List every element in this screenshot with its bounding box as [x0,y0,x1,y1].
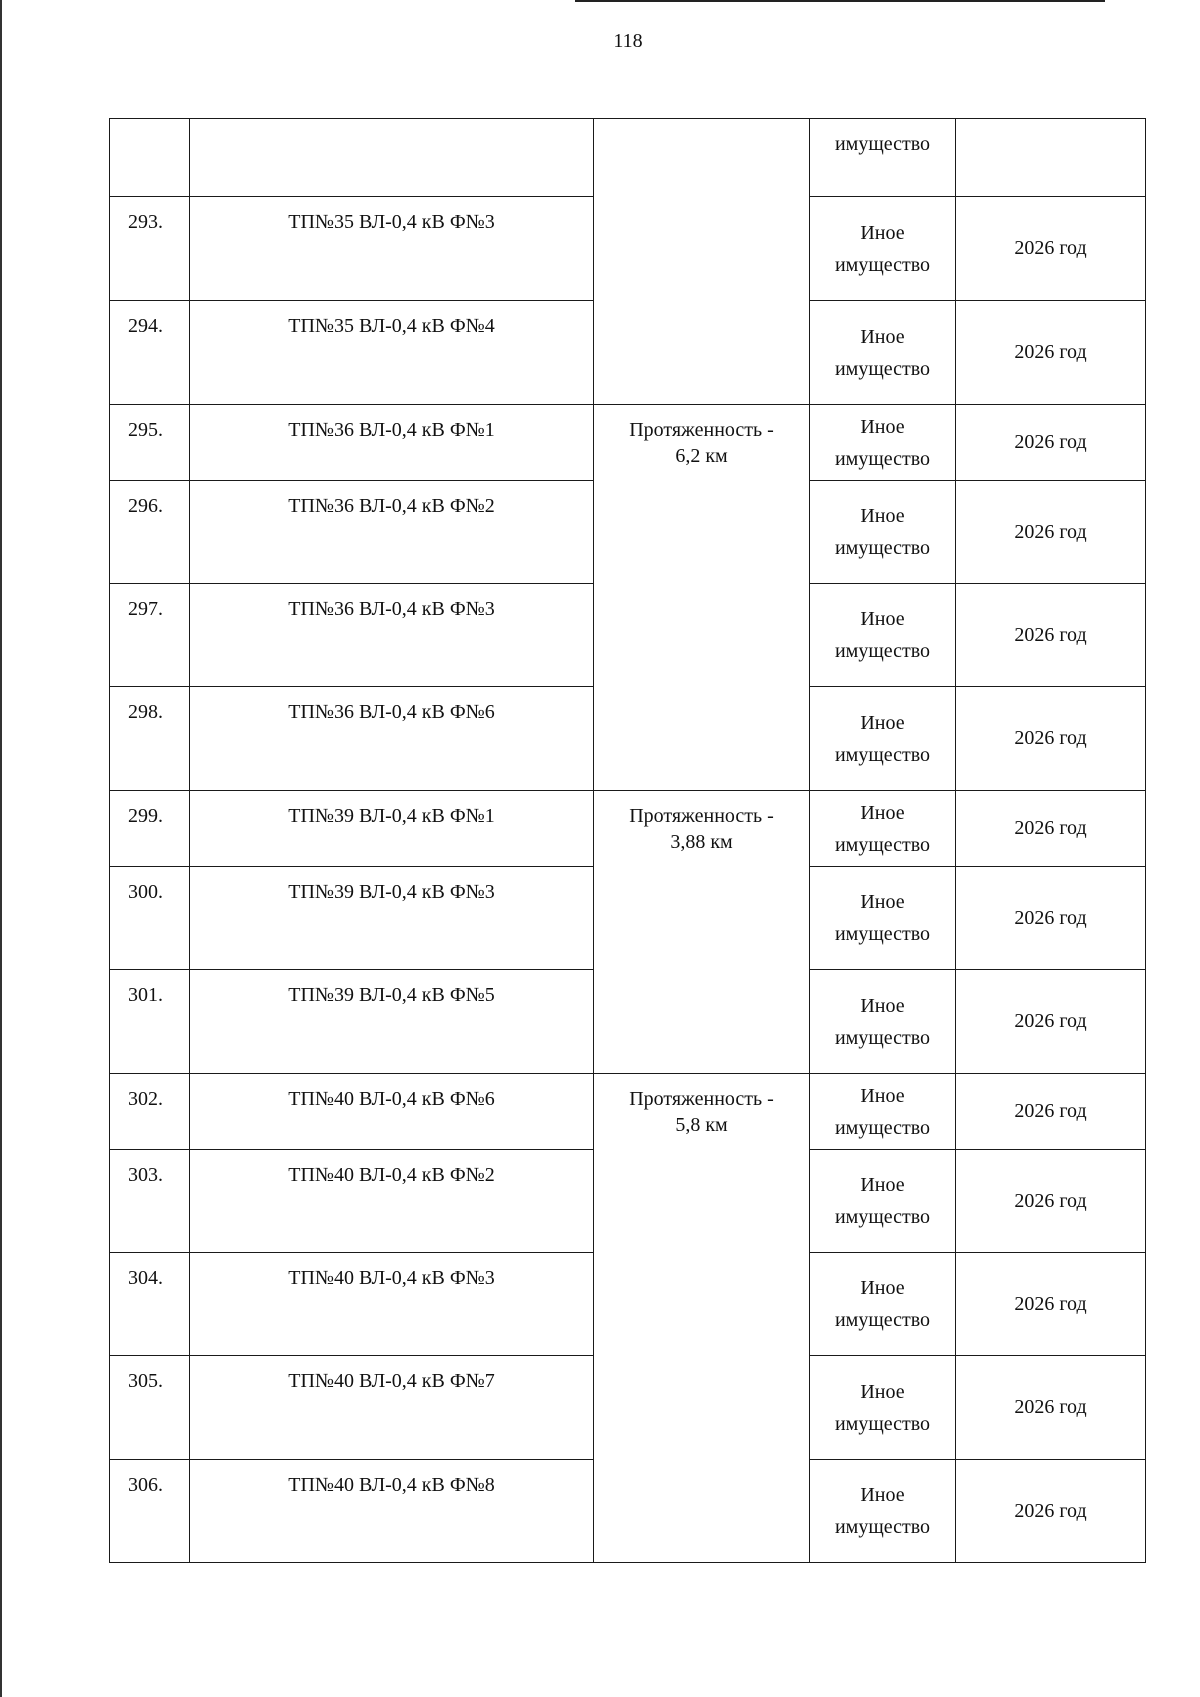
length-cell [594,791,810,1074]
row-number: 296. [110,481,190,584]
property-type [810,1150,956,1253]
year-cell [956,119,1146,197]
object-name: ТП№39 ВЛ-0,4 кВ Ф№5 [190,970,594,1074]
property-type-line1: Иное [860,1380,905,1403]
object-name: ТП№36 ВЛ-0,4 кВ Ф№1 [190,405,594,481]
table-row [110,405,1146,481]
year-cell: 2026 год [956,1460,1146,1563]
property-type-line2: имущество [834,1516,931,1538]
length-label: Протяженность - [629,1088,774,1110]
row-number [110,119,190,197]
property-type-line2: имущество [834,1116,931,1139]
year-cell: 2026 год [956,1356,1146,1460]
length-label: Протяженность - [629,805,774,827]
row-number: 300. [110,867,190,970]
year-cell: 2026 год [956,197,1146,301]
property-type-line1: Иное [860,505,905,527]
length-cell [594,119,810,405]
year-cell: 2026 год [956,1253,1146,1356]
row-number: 297. [110,584,190,687]
property-type [810,1356,956,1460]
table-row [110,791,1146,867]
object-name: ТП№36 ВЛ-0,4 кВ Ф№2 [190,481,594,584]
property-type-line2: имущество [834,923,931,945]
length-cell [594,405,810,791]
property-type-line2: имущество [834,537,931,559]
length-value: 3,88 км [670,831,733,853]
year-cell: 2026 год [956,405,1146,481]
row-number: 299. [110,791,190,867]
property-type [810,481,956,584]
row-number: 305. [110,1356,190,1460]
property-type-line1: Иное [860,801,905,824]
year-cell: 2026 год [956,791,1146,867]
year-cell: 2026 год [956,687,1146,791]
property-type-line1: Иное [860,1277,905,1299]
property-type-line2: имущество [834,447,931,470]
table-row [110,1074,1146,1150]
object-name: ТП№36 ВЛ-0,4 кВ Ф№3 [190,584,594,687]
property-type: имущество [810,119,956,197]
year-cell: 2026 год [956,1074,1146,1150]
property-type [810,970,956,1074]
property-type-line1: Иное [860,994,905,1017]
property-type-line2: имущество [834,833,931,856]
object-name [190,119,594,197]
row-number: 295. [110,405,190,481]
row-number: 303. [110,1150,190,1253]
object-name: ТП№40 ВЛ-0,4 кВ Ф№2 [190,1150,594,1253]
property-type-line1: Иное [860,608,905,630]
property-type [810,1460,956,1563]
property-type-line1: Иное [860,711,905,734]
table-row-continuation [110,119,1146,197]
property-type-line2: имущество [834,640,931,662]
property-type-line2: имущество [834,1206,931,1228]
year-cell: 2026 год [956,301,1146,405]
length-value: 5,8 км [675,1114,728,1136]
property-type-line1: Иное [860,1084,905,1107]
property-type [810,301,956,405]
property-type-line2: имущество [834,743,931,766]
length-cell [594,1074,810,1563]
property-type [810,791,956,867]
row-number: 293. [110,197,190,301]
row-number: 304. [110,1253,190,1356]
property-type [810,584,956,687]
object-name: ТП№39 ВЛ-0,4 кВ Ф№3 [190,867,594,970]
year-cell: 2026 год [956,867,1146,970]
property-type [810,197,956,301]
object-name: ТП№39 ВЛ-0,4 кВ Ф№1 [190,791,594,867]
row-number: 302. [110,1074,190,1150]
object-name: ТП№36 ВЛ-0,4 кВ Ф№6 [190,687,594,791]
property-type [810,1074,956,1150]
row-number: 301. [110,970,190,1074]
property-type-line1: Иное [860,1174,905,1196]
property-type-line2: имущество [834,1309,931,1331]
year-cell: 2026 год [956,970,1146,1074]
object-name: ТП№40 ВЛ-0,4 кВ Ф№3 [190,1253,594,1356]
object-name: ТП№40 ВЛ-0,4 кВ Ф№8 [190,1460,594,1563]
property-type-line2: имущество [834,1026,931,1049]
row-number: 298. [110,687,190,791]
property-type-line1: Иное [860,1484,905,1506]
property-type-line2: имущество [834,253,931,276]
row-number: 294. [110,301,190,405]
property-type [810,867,956,970]
length-label: Протяженность - [629,419,774,441]
object-name: ТП№35 ВЛ-0,4 кВ Ф№3 [190,197,594,301]
property-type [810,1253,956,1356]
property-type-line2: имущество [834,357,931,380]
property-type-line2: имущество [834,1412,931,1435]
object-name: ТП№40 ВЛ-0,4 кВ Ф№6 [190,1074,594,1150]
scan-edge-top [575,0,1105,2]
property-type [810,405,956,481]
object-name: ТП№35 ВЛ-0,4 кВ Ф№4 [190,301,594,405]
scan-edge-left [0,0,2,1697]
year-cell: 2026 год [956,481,1146,584]
property-type [810,687,956,791]
property-registry-table [109,118,1146,1563]
property-type-line1: Иное [860,221,905,244]
property-type-line1: Иное [860,325,905,348]
property-type-line1: Иное [860,415,905,438]
property-type-line1: Иное [860,891,905,913]
length-value: 6,2 км [675,445,728,467]
year-cell: 2026 год [956,1150,1146,1253]
object-name: ТП№40 ВЛ-0,4 кВ Ф№7 [190,1356,594,1460]
row-number: 306. [110,1460,190,1563]
year-cell: 2026 год [956,584,1146,687]
page-number: 118 [613,30,643,52]
